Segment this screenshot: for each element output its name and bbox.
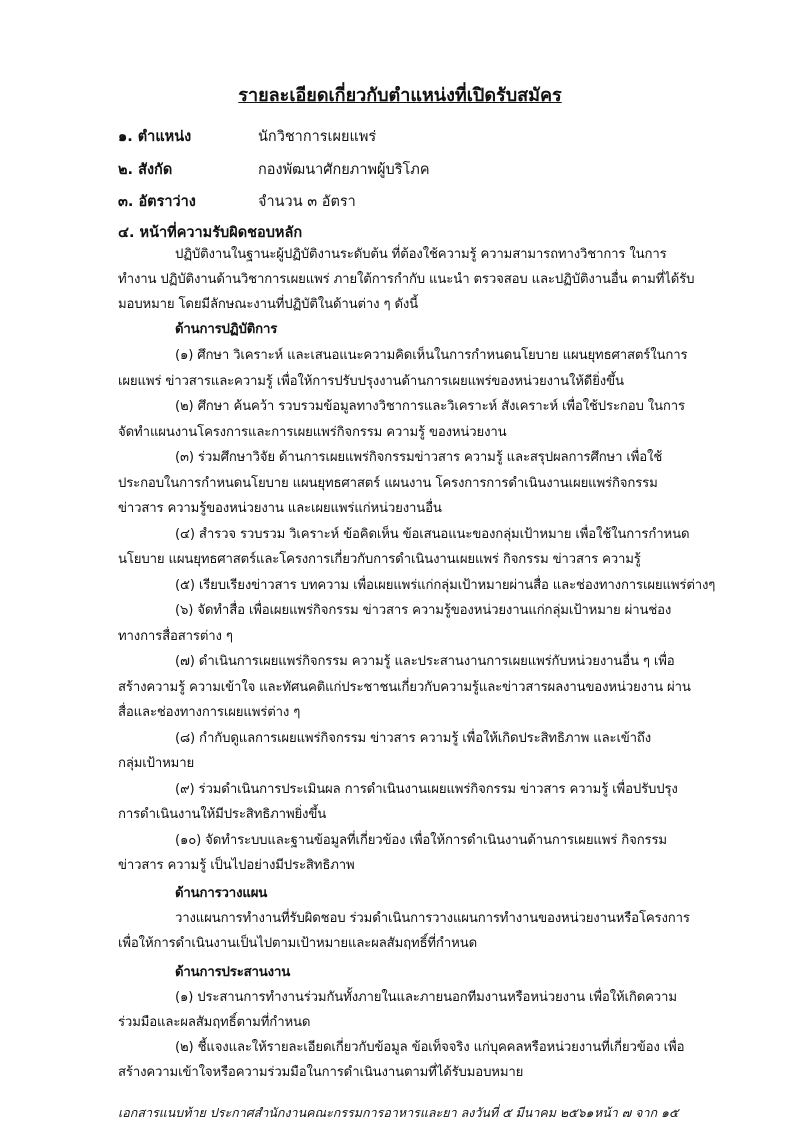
- paragraph-line: (๒) ชี้แจงและให้รายละเอียดเกี่ยวกับข้อมูล ข้อเท็จจริง แก่บุคคลหรือหน่วยงานที่เกี่ยวข้อง เพื่อ: [175, 1040, 685, 1055]
- page-title: รายละเอียดเกี่ยวกับตำแหน่งที่เปิดรับสมัคร: [238, 85, 562, 106]
- paragraph-line: (๔) สำรวจ รวบรวม วิเคราะห์ ข้อคิดเห็น ข้อเสนอแนะของกลุ่มเป้าหมาย เพื่อใช้ในการกำหนด: [175, 527, 690, 542]
- paragraph-line: (๙) ร่วมดำเนินการประเมินผล การดำเนินงานเผยแพร่กิจกรรม ข่าวสาร ความรู้ เพื่อปรับปรุง: [175, 782, 678, 797]
- vacancy-value: จำนวน ๓ อัตรา: [258, 194, 356, 210]
- department-value: กองพัฒนาศักยภาพผู้บริโภค: [258, 162, 430, 178]
- paragraph-line: ทำงาน ปฏิบัติงานด้านวิชาการเผยแพร่ ภายใต้การกำกับ แนะนำ ตรวจสอบ และปฏิบัติงานอื่น ตามที่ได้รับ: [118, 272, 695, 287]
- subsection-heading: ด้านการประสานงาน: [175, 965, 291, 980]
- paragraph-line: ข่าวสาร ความรู้ เป็นไปอย่างมีประสิทธิภาพ: [118, 858, 355, 873]
- department-label: ๒. สังกัด: [118, 162, 173, 178]
- paragraph-line: เผยแพร่ ข่าวสารและความรู้ เพื่อให้การปรับปรุงงานด้านการเผยแพร่ของหน่วยงานให้ดียิ่งขึ้น: [118, 374, 624, 389]
- subsection-heading: ด้านการวางแผน: [175, 886, 268, 901]
- subsection-heading: ด้านการปฏิบัติการ: [175, 322, 278, 337]
- paragraph-line: ร่วมมือและผลสัมฤทธิ์ตามที่กำหนด: [118, 1015, 311, 1030]
- paragraph-line: (๗) ดำเนินการเผยแพร่กิจกรรม ความรู้ และประสานงานการเผยแพร่กับหน่วยงานอื่น ๆ เพื่อ: [175, 654, 675, 669]
- paragraph-line: ปฏิบัติงานในฐานะผู้ปฏิบัติงานระดับต้น ที่ต้องใช้ความรู้ ความสามารถทางวิชาการ ในการ: [175, 247, 667, 262]
- paragraph-line: สร้างความรู้ ความเข้าใจ และทัศนคติแก่ประชาชนเกี่ยวกับความรู้และข่าวสารผลงานของหน่วยงาน ผ่าน: [118, 680, 691, 695]
- paragraph-line: มอบหมาย โดยมีลักษณะงานที่ปฏิบัติในด้านต่าง ๆ ดังนี้: [118, 297, 419, 312]
- footer-note: เอกสารแนบท้าย ประกาศสำนักงานคณะกรรมการอาหารและยา ลงวันที่ ๕ มีนาคม ๒๕๖๑: [118, 1105, 594, 1120]
- paragraph-line: กลุ่มเป้าหมาย: [118, 756, 195, 771]
- section-heading: ๔. หน้าที่ความรับผิดชอบหลัก: [118, 225, 303, 241]
- paragraph-line: (๑) ประสานการทำงานร่วมกันทั้งภายในและภายนอกทีมงานหรือหน่วยงาน เพื่อให้เกิดความ: [175, 990, 677, 1005]
- position-label: ๑. ตำแหน่ง: [118, 129, 192, 145]
- position-value: นักวิชาการเผยแพร่: [258, 129, 377, 145]
- paragraph-line: (๓) ร่วมศึกษาวิจัย ด้านการเผยแพร่กิจกรรมข่าวสาร ความรู้ และสรุปผลการศึกษา เพื่อใช้: [175, 450, 663, 465]
- paragraph-line: (๑) ศึกษา วิเคราะห์ และเสนอแนะความคิดเห็นในการกำหนดนโยบาย แผนยุทธศาสตร์ในการ: [175, 348, 688, 363]
- vacancy-label: ๓. อัตราว่าง: [118, 194, 196, 210]
- paragraph-line: ประกอบในการกำหนดนโยบาย แผนยุทธศาสตร์ แผนงาน โครงการการดำเนินงานเผยแพร่กิจกรรม: [118, 476, 658, 491]
- paragraph-line: ข่าวสาร ความรู้ของหน่วยงาน และเผยแพร่แก่หน่วยงานอื่น: [118, 501, 442, 516]
- paragraph-line: เพื่อให้การดำเนินงานเป็นไปตามเป้าหมายและผลสัมฤทธิ์ที่กำหนด: [118, 936, 477, 951]
- paragraph-line: ทางการสื่อสารต่าง ๆ: [118, 629, 233, 644]
- paragraph-line: (๒) ศึกษา ค้นคว้า รวบรวมข้อมูลทางวิชาการและวิเคราะห์ สังเคราะห์ เพื่อใช้ประกอบ ในการ: [175, 399, 685, 414]
- paragraph-line: (๘) กำกับดูแลการเผยแพร่กิจกรรม ข่าวสาร ความรู้ เพื่อให้เกิดประสิทธิภาพ และเข้าถึง: [175, 731, 652, 746]
- paragraph-line: สร้างความเข้าใจหรือความร่วมมือในการดำเนินงานตามที่ได้รับมอบหมาย: [118, 1065, 524, 1080]
- paragraph-line: (๕) เรียบเรียงข่าวสาร บทความ เพื่อเผยแพร่แก่กลุ่มเป้าหมายผ่านสื่อ และช่องทางการเผยแพร่ต่างๆ: [175, 578, 716, 593]
- paragraph-line: (๑๐) จัดทำระบบและฐานข้อมูลที่เกี่ยวข้อง เพื่อให้การดำเนินงานด้านการเผยแพร่ กิจกรรม: [175, 833, 667, 848]
- paragraph-line: สื่อและช่องทางการเผยแพร่ต่าง ๆ: [118, 705, 301, 720]
- paragraph-line: การดำเนินงานให้มีประสิทธิภาพยิ่งขึ้น: [118, 807, 327, 822]
- paragraph-line: นโยบาย แผนยุทธศาสตร์และโครงการเกี่ยวกับการดำเนินงานเผยแพร่ กิจกรรม ข่าวสาร ความรู้: [118, 552, 641, 567]
- paragraph-line: จัดทำแผนงานโครงการและการเผยแพร่กิจกรรม ความรู้ ของหน่วยงาน: [118, 425, 507, 440]
- paragraph-line: (๖) จัดทำสื่อ เพื่อเผยแพร่กิจกรรม ข่าวสาร ความรู้ของหน่วยงานแก่กลุ่มเป้าหมาย ผ่านช่อง: [175, 603, 672, 618]
- paragraph-line: วางแผนการทำงานที่รับผิดชอบ ร่วมดำเนินการวางแผนการทำงานของหน่วยงานหรือโครงการ: [175, 911, 690, 926]
- page-number: หน้า ๗ จาก ๑๕: [594, 1105, 679, 1120]
